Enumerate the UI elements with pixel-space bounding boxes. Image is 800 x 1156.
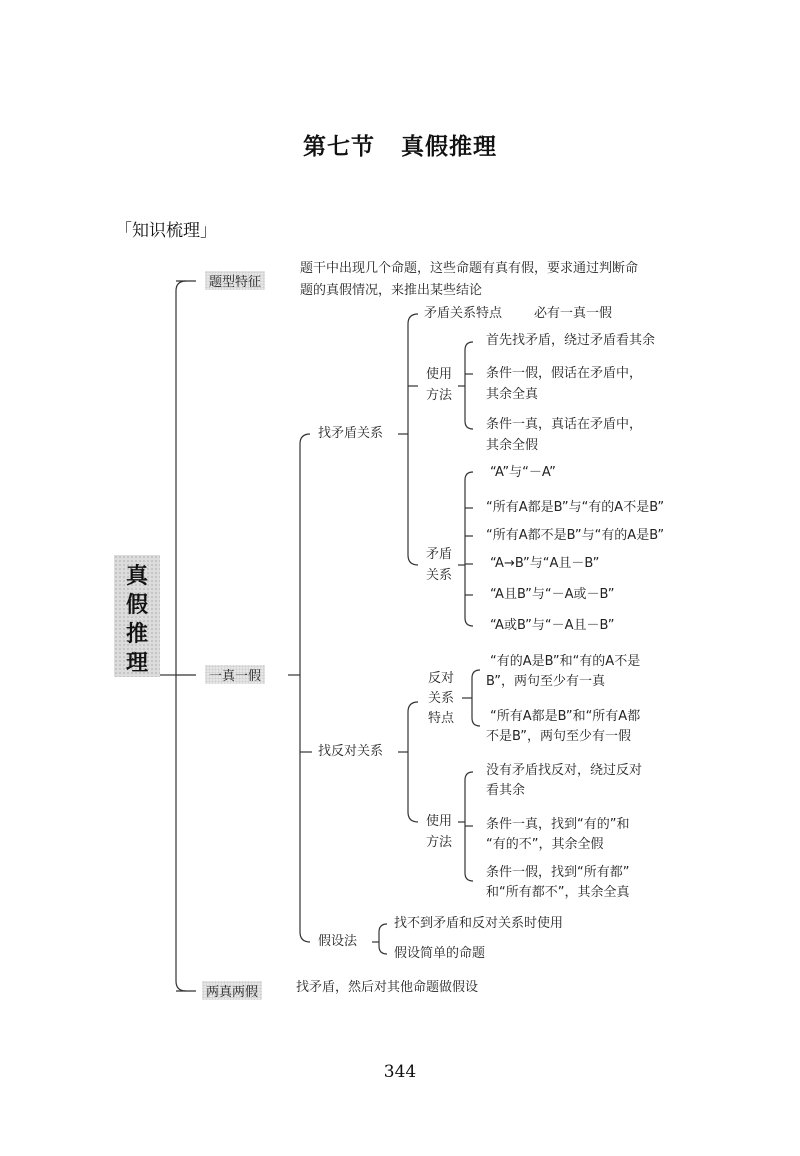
jiashe-item: 假设简单的命题	[394, 946, 486, 961]
fandui-method-label: 使用	[426, 814, 453, 829]
maodun-method-item: 条件一假，假话在矛盾中，	[486, 366, 643, 381]
branch-liangzhen-desc: 找矛盾，然后对其他命题做假设	[296, 980, 479, 995]
maodun-method-item: 其余全假	[486, 438, 539, 453]
jiashe-label: 假设法	[318, 934, 358, 949]
maodun-feature-value: 必有一真一假	[534, 306, 613, 321]
maodun-relation-item: “A→B”与“A且－B”	[490, 556, 600, 571]
jiashe-item: 找不到矛盾和反对关系时使用	[394, 916, 564, 931]
maodun-relation-item: “A或B”与“－A且－B”	[490, 618, 615, 633]
root-char: 真	[125, 564, 148, 589]
maodun-relation-label: 关系	[426, 568, 453, 583]
fandui-method-item: 没有矛盾找反对，绕过反对	[486, 763, 643, 778]
branch-tixing-desc-line1: 题干中出现几个命题，这些命题有真有假，要求通过判断命	[300, 261, 639, 276]
maodun-relation-item: “所有A都是B”与“有的A不是B”	[486, 500, 665, 515]
fandui-method-item: “有的不”，其余全假	[486, 837, 604, 852]
maodun-relation-item: “A”与“－A”	[490, 465, 556, 480]
fandui-feature-label: 特点	[428, 711, 455, 726]
branch-liangzhen-label: 两真两假	[202, 981, 262, 1000]
maodun-relation-label: 矛盾	[426, 547, 453, 562]
maodun-method-label: 方法	[426, 388, 453, 403]
root-node	[114, 555, 160, 677]
root-char: 理	[125, 651, 148, 676]
section-label: 「知识梳理」	[115, 221, 217, 241]
fandui-feature-label: 反对	[428, 671, 455, 686]
branch-tixing-desc-line2: 题的真假情况，来推出某些结论	[300, 283, 483, 298]
fandui-feature-item: B”，两句至少有一真	[486, 674, 605, 689]
branch-yizhen-label: 一真一假	[205, 665, 265, 684]
fandui-feature-label: 关系	[428, 691, 455, 706]
fandui-method-item: 和“所有都不”，其余全真	[486, 885, 630, 900]
maodun-method-item: 其余全真	[486, 387, 539, 402]
fandui-label: 找反对关系	[318, 744, 384, 759]
maodun-method-item: 首先找矛盾，绕过矛盾看其余	[486, 333, 656, 348]
page-title	[0, 128, 800, 161]
maodun-label: 找矛盾关系	[318, 426, 384, 441]
maodun-relation-item: “所有A都不是B”与“有的A是B”	[486, 528, 665, 543]
branch-tixing-label: 题型特征	[205, 271, 265, 290]
page-number: 344	[383, 1062, 417, 1082]
root-char: 推	[125, 622, 148, 647]
root-char: 假	[125, 593, 148, 618]
maodun-method-label: 使用	[426, 367, 453, 382]
fandui-method-item: 看其余	[486, 783, 526, 798]
fandui-feature-item: 不是B”，两句至少有一假	[486, 729, 631, 744]
title-topic: 真假推理	[401, 134, 497, 160]
fandui-feature-item: “有的A是B”和“有的A不是	[490, 654, 641, 669]
fandui-method-label: 方法	[426, 835, 453, 850]
maodun-relation-item: “A且B”与“－A或－B”	[490, 587, 615, 602]
fandui-feature-item: “所有A都是B”和“所有A都	[490, 709, 641, 724]
maodun-feature-label: 矛盾关系特点	[424, 306, 503, 321]
fandui-method-item: 条件一真，找到“有的”和	[486, 817, 630, 832]
fandui-method-item: 条件一假，找到“所有都”	[486, 865, 630, 880]
title-section-number: 第七节	[303, 134, 375, 160]
maodun-method-item: 条件一真，真话在矛盾中，	[486, 417, 643, 432]
